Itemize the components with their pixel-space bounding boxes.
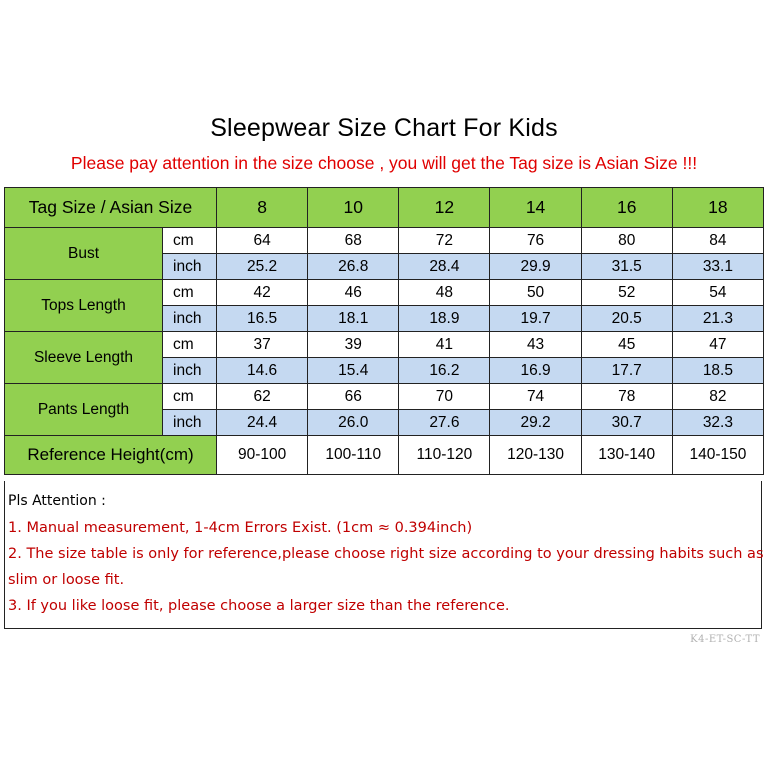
cm-value-cell: 37 [217, 332, 308, 358]
size-header-cell: 12 [399, 188, 490, 228]
cm-value-cell: 78 [581, 384, 672, 410]
measurement-label: Bust [5, 228, 163, 280]
measurement-label: Tops Length [5, 280, 163, 332]
inch-value-cell: 16.9 [490, 358, 581, 384]
cm-value-cell: 62 [217, 384, 308, 410]
note-line: 1. Manual measurement, 1-4cm Errors Exist. (1cm ≈ 0.394inch) [8, 520, 473, 536]
inch-value-cell: 14.6 [217, 358, 308, 384]
cm-value-cell: 45 [581, 332, 672, 358]
table-row [5, 332, 764, 358]
unit-inch-label: inch [163, 306, 217, 332]
cm-value-cell: 52 [581, 280, 672, 306]
inch-value-cell: 30.7 [581, 410, 672, 436]
cm-value-cell: 43 [490, 332, 581, 358]
size-header-cell: 16 [581, 188, 672, 228]
size-header-cell: 8 [217, 188, 308, 228]
cm-value-cell: 41 [399, 332, 490, 358]
cm-value-cell: 64 [217, 228, 308, 254]
reference-height-cell: 140-150 [672, 436, 763, 475]
inch-value-cell: 16.5 [217, 306, 308, 332]
cm-value-cell: 47 [672, 332, 763, 358]
table-row [5, 228, 764, 254]
reference-height-cell: 90-100 [217, 436, 308, 475]
unit-cm-label: cm [163, 332, 217, 358]
unit-cm-label: cm [163, 384, 217, 410]
attention-notes [4, 481, 762, 629]
reference-height-cell: 120-130 [490, 436, 581, 475]
chart-title: Sleepwear Size Chart For Kids [210, 114, 558, 142]
measurement-label: Sleeve Length [5, 332, 163, 384]
inch-value-cell: 27.6 [399, 410, 490, 436]
reference-height-label: Reference Height(cm) [5, 436, 217, 475]
inch-value-cell: 18.5 [672, 358, 763, 384]
reference-height-cell: 100-110 [308, 436, 399, 475]
cm-value-cell: 74 [490, 384, 581, 410]
size-header-cell: 14 [490, 188, 581, 228]
note-line: 3. If you like loose fit, please choose a larger size than the reference. [8, 598, 510, 614]
cm-value-cell: 39 [308, 332, 399, 358]
cm-value-cell: 72 [399, 228, 490, 254]
inch-value-cell: 28.4 [399, 254, 490, 280]
cm-value-cell: 46 [308, 280, 399, 306]
cm-value-cell: 84 [672, 228, 763, 254]
inch-value-cell: 25.2 [217, 254, 308, 280]
tag-size-header: Tag Size / Asian Size [5, 188, 217, 228]
inch-value-cell: 26.8 [308, 254, 399, 280]
inch-value-cell: 33.1 [672, 254, 763, 280]
inch-value-cell: 29.2 [490, 410, 581, 436]
cm-value-cell: 54 [672, 280, 763, 306]
cm-value-cell: 68 [308, 228, 399, 254]
inch-value-cell: 21.3 [672, 306, 763, 332]
notes-heading: Pls Attention : [8, 493, 106, 509]
table-header-row [5, 188, 764, 228]
size-header-cell: 10 [308, 188, 399, 228]
inch-value-cell: 18.9 [399, 306, 490, 332]
inch-value-cell: 17.7 [581, 358, 672, 384]
inch-value-cell: 15.4 [308, 358, 399, 384]
inch-value-cell: 16.2 [399, 358, 490, 384]
inch-value-cell: 18.1 [308, 306, 399, 332]
measurement-label: Pants Length [5, 384, 163, 436]
table-row [5, 280, 764, 306]
note-line: 2. The size table is only for reference,please choose right size according to your dressing habits such as [8, 546, 764, 562]
cm-value-cell: 70 [399, 384, 490, 410]
reference-height-cell: 130-140 [581, 436, 672, 475]
inch-value-cell: 29.9 [490, 254, 581, 280]
size-chart-table [4, 187, 764, 475]
cm-value-cell: 42 [217, 280, 308, 306]
cm-value-cell: 50 [490, 280, 581, 306]
inch-value-cell: 24.4 [217, 410, 308, 436]
cm-value-cell: 76 [490, 228, 581, 254]
cm-value-cell: 66 [308, 384, 399, 410]
unit-inch-label: inch [163, 254, 217, 280]
inch-value-cell: 20.5 [581, 306, 672, 332]
note-line: slim or loose fit. [8, 572, 125, 588]
unit-cm-label: cm [163, 280, 217, 306]
cm-value-cell: 80 [581, 228, 672, 254]
size-header-cell: 18 [672, 188, 763, 228]
watermark-code: K4-ET-SC-TT [690, 634, 760, 645]
asian-size-notice: Please pay attention in the size choose , you will get the Tag size is Asian Size !!! [70, 153, 698, 173]
inch-value-cell: 19.7 [490, 306, 581, 332]
unit-inch-label: inch [163, 410, 217, 436]
cm-value-cell: 48 [399, 280, 490, 306]
unit-cm-label: cm [163, 228, 217, 254]
reference-height-row [5, 436, 764, 475]
reference-height-cell: 110-120 [399, 436, 490, 475]
table-row [5, 384, 764, 410]
cm-value-cell: 82 [672, 384, 763, 410]
inch-value-cell: 32.3 [672, 410, 763, 436]
inch-value-cell: 26.0 [308, 410, 399, 436]
inch-value-cell: 31.5 [581, 254, 672, 280]
unit-inch-label: inch [163, 358, 217, 384]
